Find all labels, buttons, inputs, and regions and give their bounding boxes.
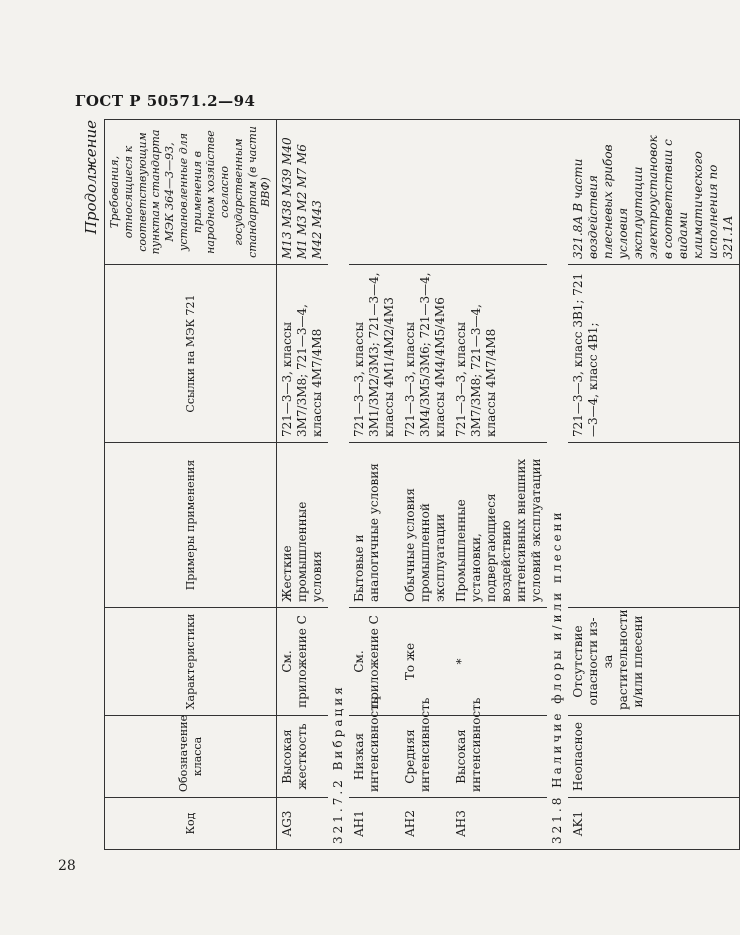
table-row-ah2 bbox=[400, 120, 451, 850]
cell-code: AH2 bbox=[400, 798, 451, 850]
cell-characteristics: См. приложение С bbox=[277, 608, 329, 716]
cell-requirements bbox=[451, 120, 547, 265]
table-row-ah3 bbox=[451, 120, 547, 850]
table-row-ag3 bbox=[277, 120, 329, 850]
cell-references: 721—3—3, классы 3М7/3М8; 721—3—4, классы 4М7/4М8 bbox=[277, 265, 329, 443]
cell-code: AG3 bbox=[277, 798, 329, 850]
header-code: Код bbox=[105, 798, 277, 850]
cell-requirements bbox=[349, 120, 400, 265]
section-title: 321.8 Наличие флоры и/или плесени bbox=[547, 120, 568, 850]
header-examples: Примеры применения bbox=[105, 443, 277, 608]
cell-characteristics: Отсутствие опасности из-за растительности и/или плесени bbox=[568, 608, 740, 716]
cell-references: 721—3—3, классы 3М1/3М2/3М3; 721—3—4, классы 4М1/4М2/4М3 bbox=[349, 265, 400, 443]
cell-examples: Жесткие промышленные условия bbox=[277, 443, 329, 608]
cell-designation: Средняя интенсивность bbox=[400, 716, 451, 798]
table-header-row bbox=[105, 120, 277, 850]
cell-characteristics: См. приложение С bbox=[349, 608, 400, 716]
cell-code: AH1 bbox=[349, 798, 400, 850]
header-references: Ссылки на МЭК 721 bbox=[105, 265, 277, 443]
cell-code: AK1 bbox=[568, 798, 740, 850]
page-header: ГОСТ Р 50571.2—94 bbox=[75, 92, 256, 110]
cell-references: 721—3—3, класс 3В1; 721—3—4, класс 4В1; bbox=[568, 265, 740, 443]
header-characteristics: Характеристики bbox=[105, 608, 277, 716]
cell-references: 721—3—3, классы 3М7/3М8; 721—3—4, классы 4М7/4М8 bbox=[451, 265, 547, 443]
cell-characteristics: То же bbox=[400, 608, 451, 716]
section-row-flora bbox=[547, 120, 568, 850]
cell-designation: Высокая жесткость bbox=[277, 716, 329, 798]
cell-characteristics: * bbox=[451, 608, 547, 716]
header-requirements: Требования, относящиеся к соответствующим пунктам стандарта МЭК 364—3—93, установленные для применения в народном хозяйстве согласно государственным стандартам (в части ВВФ) bbox=[105, 120, 277, 265]
classification-table bbox=[104, 119, 740, 850]
cell-examples: Обычные условия промышленной эксплуатации bbox=[400, 443, 451, 608]
cell-requirements: М13 М38 М39 М40 М1 М3 М2 М7 М6 М42 М43 bbox=[277, 120, 329, 265]
section-row-vibration bbox=[328, 120, 349, 850]
cell-requirements: 321.8А В части воздействия плесневых грибов условия эксплуатации электроустановок в соответствии с видами климатического исполнения по 321.1А bbox=[568, 120, 740, 265]
cell-examples bbox=[568, 443, 740, 608]
continuation-label: Продолжение bbox=[82, 120, 100, 235]
cell-designation: Неопасное bbox=[568, 716, 740, 798]
cell-requirements bbox=[400, 120, 451, 265]
rotated-table-block bbox=[82, 120, 735, 850]
cell-code: AH3 bbox=[451, 798, 547, 850]
table-row-ah1 bbox=[349, 120, 400, 850]
cell-designation: Высокая интенсивность bbox=[451, 716, 547, 798]
cell-designation: Низкая интенсивность bbox=[349, 716, 400, 798]
cell-examples: Бытовые и аналогичные условия bbox=[349, 443, 400, 608]
section-title: 321.7.2 Вибрация bbox=[328, 120, 349, 850]
cell-examples: Промышленные установки, подвергающиеся воздействию интенсивных внешних условий эксплуатации bbox=[451, 443, 547, 608]
header-designation: Обозначение класса bbox=[105, 716, 277, 798]
page-number: 28 bbox=[58, 858, 76, 874]
cell-references: 721—3—3, классы 3М4/3М5/3М6; 721—3—4, классы 4М4/4М5/4М6 bbox=[400, 265, 451, 443]
table-row-ak1 bbox=[568, 120, 740, 850]
